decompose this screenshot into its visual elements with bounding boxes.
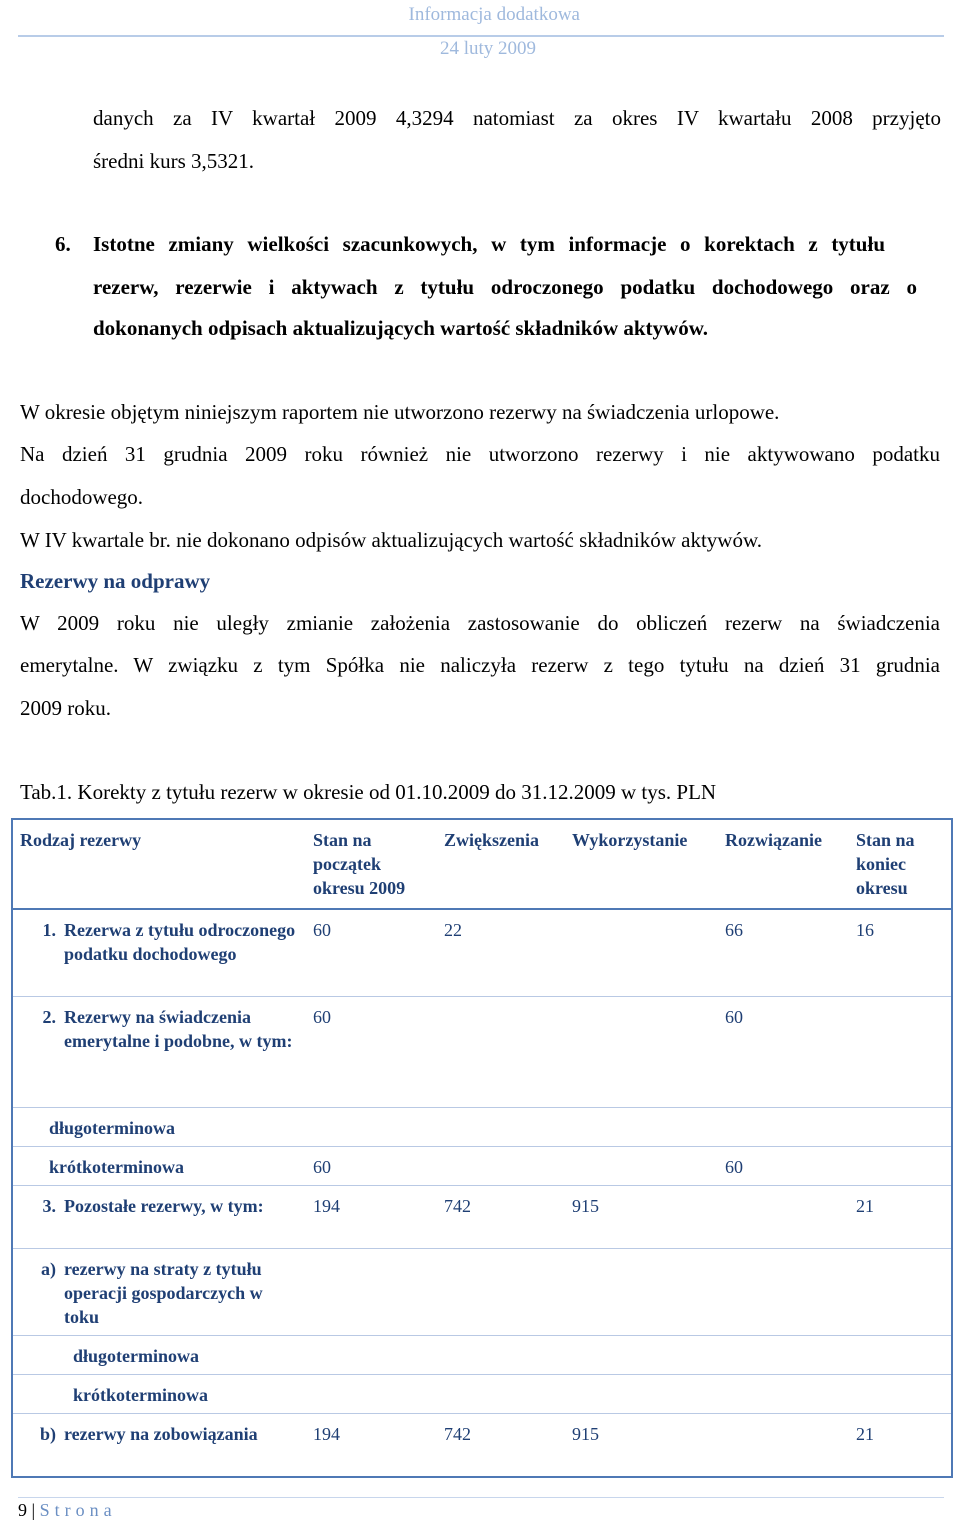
cell-start: 194	[306, 1186, 437, 1249]
row-name-cell	[12, 1336, 306, 1375]
cell-increase	[437, 1147, 565, 1186]
cell-release: 60	[718, 997, 849, 1108]
cell-start: 194	[313, 1424, 340, 1444]
cell-start: 60	[306, 1147, 437, 1186]
row-name-cell	[12, 1108, 306, 1147]
cell-usage: 915	[565, 1186, 718, 1249]
cell-release: 66	[718, 909, 849, 997]
cell-start	[306, 1375, 437, 1414]
header-title: Informacja dodatkowa	[408, 4, 580, 25]
row-name: rezerwy na straty z tytułu operacji gospodarczych w toku	[64, 1259, 263, 1327]
cell-start	[306, 1249, 437, 1336]
row-number: 1.	[42, 920, 56, 940]
cell-usage	[565, 909, 718, 997]
cell-release	[718, 1336, 849, 1375]
row-name: krótkoterminowa	[73, 1385, 208, 1405]
cell-increase	[437, 1375, 565, 1414]
row-name-cell	[12, 1375, 306, 1414]
cell-release	[718, 1414, 849, 1478]
cell-usage	[565, 1108, 718, 1147]
cell-end	[849, 1249, 952, 1336]
cell-start: 60	[306, 909, 437, 997]
section-heading-line3: dokonanych odpisach aktualizujących wartość składników aktywów.	[93, 316, 708, 340]
row-name: Rezerwa z tytułu odroczonego podatku dochodowego	[64, 920, 296, 964]
row-name-cell	[12, 1147, 306, 1186]
header-rule	[18, 35, 944, 37]
footer-separator: |	[31, 1500, 36, 1520]
cell-usage	[565, 1336, 718, 1375]
subheading-odprawy: Rezerwy na odprawy	[20, 569, 211, 593]
row-number: 2.	[42, 1007, 56, 1027]
cell-increase	[437, 1108, 565, 1147]
cell-start	[306, 1108, 437, 1147]
section-heading-line1: Istotne zmiany wielkości szacunkowych, w tym informacje o korektach z tytułu	[93, 232, 885, 256]
cell-usage	[565, 997, 718, 1108]
cell-release	[718, 1108, 849, 1147]
table-row	[12, 1336, 952, 1375]
table-row	[12, 1414, 952, 1478]
row-name-cell	[12, 1186, 306, 1249]
para1-line2: średni kurs 3,5321.	[93, 149, 254, 173]
footer-label: Strona	[39, 1500, 117, 1520]
row-name-cell	[12, 1249, 306, 1336]
row-name: Pozostałe rezerwy, w tym:	[64, 1196, 264, 1216]
row-name: długoterminowa	[49, 1118, 175, 1138]
cell-end: 16	[849, 909, 952, 997]
cell-increase	[437, 1336, 565, 1375]
cell-end: 21	[849, 1186, 952, 1249]
reserves-table	[11, 818, 953, 1478]
section-heading-line2: rezerw, rezerwie i aktywach z tytułu odroczonego podatku dochodowego oraz o	[93, 275, 917, 299]
col-header-type: Rodzaj rezerwy	[12, 819, 306, 909]
cell-usage	[565, 1375, 718, 1414]
cell-usage	[565, 1147, 718, 1186]
footer-rule	[18, 1497, 944, 1498]
row-name-cell	[12, 909, 306, 997]
table-row	[12, 909, 952, 997]
row-name: długoterminowa	[73, 1346, 199, 1366]
col-header-increase: Zwiększenia	[437, 819, 565, 909]
row-name: krótkoterminowa	[49, 1157, 184, 1177]
row-number: 3.	[42, 1196, 56, 1216]
paragraph-odprawy-line2: emerytalne. W związku z tym Spółka nie naliczyła rezerw z tego tytułu na dzień 31 grudnia	[20, 653, 940, 677]
cell-increase: 742	[437, 1186, 565, 1249]
cell-start	[306, 1336, 437, 1375]
cell-end	[849, 1375, 952, 1414]
row-name-cell	[12, 997, 306, 1108]
table-row	[12, 997, 952, 1108]
cell-usage: 915	[572, 1424, 599, 1444]
cell-increase	[437, 997, 565, 1108]
cell-usage	[565, 1249, 718, 1336]
row-name: rezerwy na zobowiązania	[64, 1424, 258, 1444]
paragraph-podatek-line1: Na dzień 31 grudnia 2009 roku również nie utworzono rezerwy i nie aktywowano podatku	[20, 442, 940, 466]
cell-release	[718, 1186, 849, 1249]
paragraph-urlopowe: W okresie objętym niniejszym raportem nie utworzono rezerwy na świadczenia urlopowe.	[20, 400, 780, 424]
cell-end	[849, 1147, 952, 1186]
table-caption: Tab.1. Korekty z tytułu rezerw w okresie od 01.10.2009 do 31.12.2009 w tys. PLN	[20, 780, 717, 804]
table-row	[12, 1375, 952, 1414]
para1-line1: danych za IV kwartał 2009 4,3294 natomiast za okres IV kwartału 2008 przyjęto	[93, 106, 941, 130]
cell-end	[849, 1108, 952, 1147]
cell-release: 60	[718, 1147, 849, 1186]
paragraph-podatek-line2: dochodowego.	[20, 485, 144, 509]
col-header-start: Stan na początek okresu 2009	[306, 819, 437, 909]
cell-end	[849, 1336, 952, 1375]
table-row	[12, 1249, 952, 1336]
cell-start: 60	[306, 997, 437, 1108]
row-name: Rezerwy na świadczenia emerytalne i podobne, w tym:	[64, 1007, 293, 1051]
cell-release	[718, 1375, 849, 1414]
col-header-release: Rozwiązanie	[718, 819, 849, 909]
row-number: b)	[39, 1424, 56, 1444]
table-row	[12, 1147, 952, 1186]
table-row	[12, 1186, 952, 1249]
cell-release	[718, 1249, 849, 1336]
cell-end	[849, 997, 952, 1108]
cell-increase: 742	[444, 1424, 471, 1444]
section-number: 6.	[55, 232, 71, 256]
paragraph-odprawy-line3: 2009 roku.	[20, 696, 111, 720]
col-header-usage: Wykorzystanie	[565, 819, 718, 909]
paragraph-odprawy-line1: W 2009 roku nie uległy zmianie założenia zastosowanie do obliczeń rezerw na świadczenia	[20, 611, 940, 635]
cell-increase: 22	[437, 909, 565, 997]
header-date: 24 luty 2009	[439, 38, 536, 59]
cell-end: 21	[856, 1424, 874, 1444]
page-number: 9	[18, 1500, 27, 1520]
table-row	[12, 1108, 952, 1147]
cell-increase	[437, 1249, 565, 1336]
row-name-cell	[12, 1414, 306, 1478]
table-header-row	[12, 819, 952, 909]
row-number: a)	[41, 1259, 56, 1279]
page-footer	[18, 1500, 117, 1521]
paragraph-odpisy: W IV kwartale br. nie dokonano odpisów aktualizujących wartość składników aktywów.	[20, 528, 763, 552]
col-header-end: Stan na koniec okresu	[849, 819, 952, 909]
